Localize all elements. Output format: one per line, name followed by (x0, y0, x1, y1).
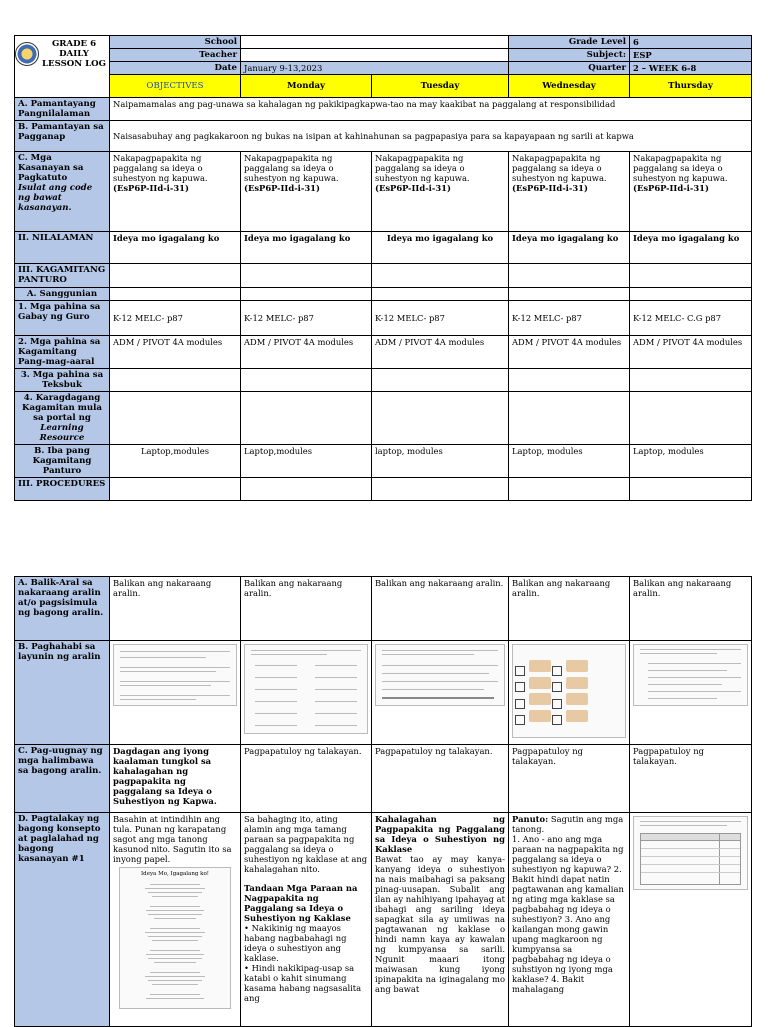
proc-a-tue: Balikan ang nakaraang aralin. (241, 577, 372, 641)
poem-thumbnail (119, 867, 231, 1009)
quarter-value: 2 – WEEK 6-8 (630, 62, 752, 75)
date-value: January 9-13,2023 (241, 62, 509, 75)
row-c-mon-code: (EsP6P-IId-i-31) (113, 183, 189, 193)
row-iii-label: III. KAGAMITANG PANTURO (15, 264, 110, 288)
row-ii-label: II. NILALAMAN (15, 232, 110, 264)
day-wednesday: Wednesday (509, 75, 630, 98)
row-b-text: Naisasabuhay ang pagkakaroon ng bukas na isipan at kahinahunan sa pagpapasiya para sa kapayapaan ng sarili at kapwa (110, 121, 752, 152)
proc-c-mon: Dagdagan ang iyong kaalaman tungkol sa kahalagahan ng pagpapakita ng paggalang sa Ideya o Suhestiyon ng Kapwa. (110, 745, 241, 813)
row-b-label: B. Pamantayan sa Pagganap (15, 121, 110, 152)
objectives-header: OBJECTIVES (110, 75, 241, 98)
proc-c-thu: Pagpapatuloy ng talakayan. (509, 745, 630, 813)
row-g4-label-text: 4. Karagdagang Kagamitan mula sa portal ng (22, 393, 102, 423)
row-c-tue (241, 152, 372, 232)
subject-label: Subject: (509, 49, 630, 62)
proc-d-thu-instruction: Sagutin ang mga tanong. (512, 814, 624, 834)
proc-d-mon (110, 813, 241, 1027)
worksheet-thumbnail-tue (244, 644, 368, 734)
proc-b-label: B. Paghahabi sa layunin ng aralin (15, 641, 110, 745)
row-g1-thu: K-12 MELC- p87 (509, 301, 630, 336)
proc-b-tue (241, 641, 372, 745)
worksheet-thumbnail-wed (375, 644, 505, 706)
row-c-mon (110, 152, 241, 232)
proc-d-thu-panuto: Panuto: (512, 814, 549, 824)
row-g2-mon: ADM / PIVOT 4A modules (110, 336, 241, 369)
row-g3-label: 3. Mga pahina sa Teksbuk (15, 369, 110, 392)
row-bb-wed: laptop, modules (372, 445, 509, 478)
row-g2-thu: ADM / PIVOT 4A modules (509, 336, 630, 369)
school-label: School (110, 36, 241, 49)
proc-d-tue-heading: Tandaan Mga Paraan na Nagpapakita ng Paggalang sa Ideya o Suhestiyon ng Kaklase (244, 883, 358, 923)
proc-d-tue-intro: Sa bahaging ito, ating alamin ang mga tamang paraan sa pagpapakita ng paggalang sa ideya o suhestiyon ng kaklase at ang kahalagahan nito. (244, 814, 368, 874)
grade-title: GRADE 6 (51, 39, 97, 49)
proc-b-fri (630, 641, 752, 745)
row-c-thu-text: Nakapagpapakita ng paggalang sa ideya o suhestyon ng kapuwa. (512, 153, 607, 183)
row-c-thu (509, 152, 630, 232)
row-c-tue-text: Nakapagpapakita ng paggalang sa ideya o suhestyon ng kapuwa. (244, 153, 339, 183)
row-c-thu-code: (EsP6P-IId-i-31) (512, 183, 588, 193)
quarter-label: Quarter (509, 62, 630, 75)
teacher-label: Teacher (110, 49, 241, 62)
row-g4-label (15, 392, 110, 445)
row-bb-mon: Laptop,modules (110, 445, 241, 478)
grade-level-label: Grade Level (509, 36, 630, 49)
row-c-fri-text: Nakapagpapakita ng paggalang sa ideya o suhestyon ng kapuwa. (633, 153, 728, 183)
row-g2-fri: ADM / PIVOT 4A modules (630, 336, 752, 369)
proc-d-mon-text: Basahin at intindihin ang tula. Punan ng karapatang sagot ang mga tanong kasunod nito. Sagutin ito sa inyong papel. (113, 814, 232, 864)
school-value (241, 36, 509, 49)
row-c-label (15, 152, 110, 232)
row-g2-label: 2. Mga pahina sa Kagamitang Pang-mag-aaral (15, 336, 110, 369)
row-g1-wed: K-12 MELC- p87 (372, 301, 509, 336)
proc-a-fri: Balikan ang nakaraang aralin. (630, 577, 752, 641)
proc-d-label: D. Pagtalakay ng bagong konsepto at paglalahad ng bagong kasanayan #1 (15, 813, 110, 1027)
day-tuesday: Tuesday (372, 75, 509, 98)
subject-value: ESP (630, 49, 752, 62)
day-monday: Monday (241, 75, 372, 98)
teacher-value (241, 49, 509, 62)
proc-b-mon (110, 641, 241, 745)
row-ii-mon: Ideya mo igagalang ko (110, 232, 241, 264)
row-g2-wed: ADM / PIVOT 4A modules (372, 336, 509, 369)
header-logo-cell (15, 36, 110, 98)
proc-d-wed-heading: Kahalagahan ng Pagpapakita ng Paggalang sa Ideya o Suhestiyon ng Kaklase (375, 814, 505, 854)
row-sanggunian-label: A. Sanggunian (15, 288, 110, 301)
proc-d-fri (630, 813, 752, 1027)
row-g4-label-italic: Learning Resource (39, 423, 85, 443)
row-bb-thu: Laptop, modules (509, 445, 630, 478)
proc-d-tue-bullet-2: • Hindi nakikipag-usap sa katabi o kahit sinumang kasama habang nagsasalita ang (244, 963, 362, 1003)
proc-c-tue: Pagpapatuloy ng talakayan. (241, 745, 372, 813)
row-bb-fri: Laptop, modules (630, 445, 752, 478)
proc-d-thu (509, 813, 630, 1027)
proc-d-wed (372, 813, 509, 1027)
row-c-fri (630, 152, 752, 232)
row-c-wed-code: (EsP6P-IId-i-31) (375, 183, 451, 193)
row-g1-label: 1. Mga pahina sa Gabay ng Guro (15, 301, 110, 336)
table-worksheet-thumbnail (633, 816, 748, 890)
row-ii-wed: Ideya mo igagalang ko (372, 232, 509, 264)
proc-a-mon: Balikan ang nakaraang aralin. (110, 577, 241, 641)
date-label: Date (110, 62, 241, 75)
row-a-text: Naipamamalas ang pag-unawa sa kahalagan ng pakikipagkapwa-tao na may kaakibat na paggalang at responsibilidad (110, 98, 752, 121)
row-g1-mon: K-12 MELC- p87 (110, 301, 241, 336)
worksheet-thumbnail-thu (512, 644, 626, 738)
row-c-mon-text: Nakapagpapakita ng paggalang sa ideya o suhestyon ng kapuwa. (113, 153, 208, 183)
proc-a-thu: Balikan ang nakaraang aralin. (509, 577, 630, 641)
row-c-label-italic: Isulat ang code ng bawat kasanayan. (18, 183, 93, 213)
proc-d-wed-text: Bawat tao ay may kanya-kanyang ideya o suhestiyon na nais maibahagi sa paksang pinag-uusapan. Subalit ang ilan ay nahihiyang ipahayag at ibahagi ang sariling ideya sapagkat sila ay umiiwas na pagtawanan ng kaklase o hindi namn kaya ay kawalan ng kumpyansa sa sarili. Ngunit maaari itong maiwasan kung iyong ipinapakita na iginagalang mo ang bawat (375, 854, 505, 994)
proc-c-wed: Pagpapatuloy ng talakayan. (372, 745, 509, 813)
row-c-wed (372, 152, 509, 232)
row-bb-label: B. Iba pang Kagamitang Panturo (15, 445, 110, 478)
row-g1-tue: K-12 MELC- p87 (241, 301, 372, 336)
row-ii-thu: Ideya mo igagalang ko (509, 232, 630, 264)
proc-d-tue (241, 813, 372, 1027)
proc-b-thu (509, 641, 630, 745)
proc-d-thu-questions: 1. Ano - ano ang mga paraan na nagpapakita ng paggalang sa ideya o suhestiyon ng kapuwa? 2. Bakit hindi dapat natin pagtawanan ang kamalian ng ating mga kaklase sa pagbabahag ng ideya o suhestiyon? 3. Ano ang kailangan mong gawin upang magkaroon ng kumpyansa sa pagbabahag ng ideya o suhstiyon ng iyong mga kaklase? 4. Bakit mahalagang (512, 834, 624, 994)
row-ii-fri: Ideya mo igagalang ko (630, 232, 752, 264)
grade-level-value: 6 (630, 36, 752, 49)
row-g1-fri: K-12 MELC- C.G p87 (630, 301, 752, 336)
row-c-tue-code: (EsP6P-IId-i-31) (244, 183, 320, 193)
row-ii-tue: Ideya mo igagalang ko (241, 232, 372, 264)
lesson-log-table-procedures (14, 576, 752, 1027)
proc-c-label: C. Pag-uugnay ng mga halimbawa sa bagong aralin. (15, 745, 110, 813)
row-procedures-label: III. PROCEDURES (15, 478, 110, 501)
row-a-label: A. Pamantayang Pangnilalaman (15, 98, 110, 121)
row-g2-tue: ADM / PIVOT 4A modules (241, 336, 372, 369)
day-thursday: Thursday (630, 75, 752, 98)
row-c-fri-code: (EsP6P-IId-i-31) (633, 183, 709, 193)
children-picture-icon (529, 660, 551, 672)
lesson-log-table-top (14, 35, 752, 501)
poem-title: Ideya Mo, Igagalang ko! (141, 871, 209, 877)
proc-a-label: A. Balik-Aral sa nakaraang aralin at/o pagsisimula ng bagong aralin. (15, 577, 110, 641)
proc-b-wed (372, 641, 509, 745)
row-c-wed-text: Nakapagpapakita ng paggalang sa ideya o suhestyon ng kapuwa. (375, 153, 470, 183)
proc-a-wed: Balikan ang nakaraang aralin. (372, 577, 509, 641)
row-c-label-text: C. Mga Kasanayan sa Pagkatuto (18, 153, 84, 183)
log-title: DAILY LESSON LOG (41, 49, 107, 69)
worksheet-thumbnail-fri (633, 644, 748, 706)
deped-seal-icon (15, 42, 39, 66)
proc-c-fri: Pagpapatuloy ng talakayan. (630, 745, 752, 813)
worksheet-thumbnail-mon (113, 644, 237, 706)
proc-d-tue-bullet-1: • Nakikinig ng maayos habang nagbabahagi ng ideya o suhestiyon ang kaklase. (244, 923, 347, 963)
row-bb-tue: Laptop,modules (241, 445, 372, 478)
